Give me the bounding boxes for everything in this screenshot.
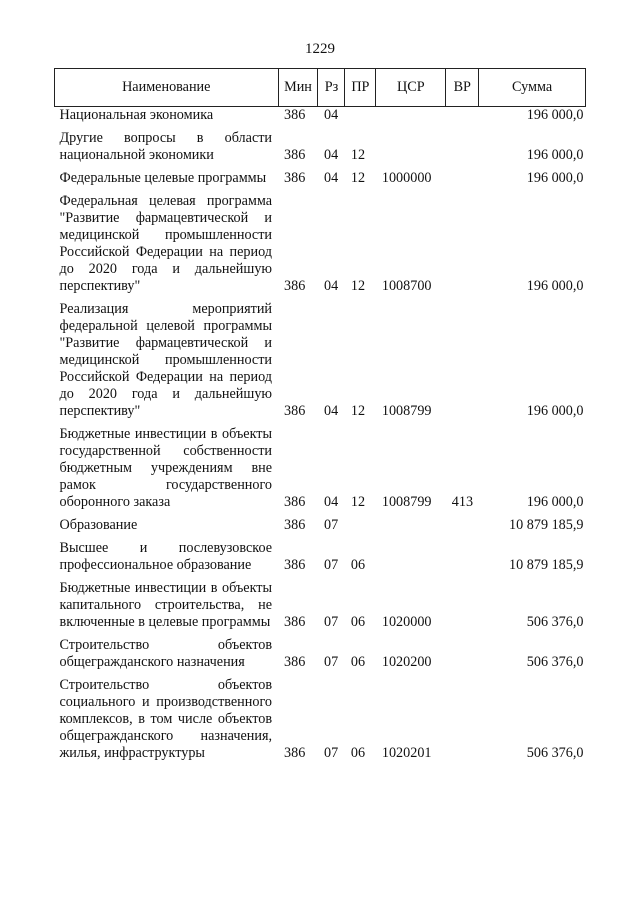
row-pr: [345, 107, 376, 125]
row-pr: 12: [350, 494, 366, 510]
table-row: [55, 534, 586, 574]
row-name: Образование: [59, 517, 138, 533]
row-vr: [446, 574, 479, 631]
row-rz: 07: [323, 614, 339, 630]
row-name: Реализация мероприятий федеральной целевой программы "Развитие фармацевтической и медицинской промышленности Российской Федерации на период до 2020 года и дальнейшую перспективу": [59, 301, 273, 419]
row-rz: 07: [323, 654, 339, 670]
row-csr: 1020201: [381, 745, 432, 761]
row-csr: 1008700: [381, 278, 432, 294]
row-csr: [376, 511, 446, 534]
row-sum: 196 000,0: [526, 107, 584, 123]
row-min: 386: [284, 107, 306, 123]
row-rz: 07: [323, 517, 339, 533]
row-sum: 196 000,0: [526, 278, 584, 294]
row-pr: 12: [350, 278, 366, 294]
row-name: Бюджетные инвестиции в объекты государственной собственности бюджетным учреждениям вне рамок государственного оборонного заказа: [59, 426, 273, 510]
row-min: 386: [284, 614, 306, 630]
row-sum: 10 879 185,9: [509, 557, 584, 573]
table-row: [55, 187, 586, 295]
table-row: [55, 574, 586, 631]
row-vr: [446, 164, 479, 187]
row-vr: [446, 534, 479, 574]
row-vr: [446, 511, 479, 534]
row-min: 386: [284, 147, 306, 163]
row-pr: 12: [350, 170, 366, 186]
row-rz: 04: [323, 278, 339, 294]
row-min: 386: [284, 745, 306, 761]
row-pr: 06: [350, 557, 366, 573]
row-name: Высшее и послевузовское профессиональное образование: [59, 540, 273, 573]
row-csr: 1008799: [381, 494, 432, 510]
row-vr: [446, 124, 479, 164]
column-header-csr: ЦСР: [376, 69, 446, 107]
row-pr: 06: [350, 654, 366, 670]
column-header-vr: ВР: [446, 69, 479, 107]
column-header-rz: Рз: [318, 69, 345, 107]
row-pr: 06: [350, 614, 366, 630]
row-name: Федеральная целевая программа "Развитие фармацевтической и медицинской промышленности Российской Федерации на период до 2020 года и дальнейшую перспективу": [59, 193, 273, 294]
row-csr: 1008799: [381, 403, 432, 419]
row-sum: 506 376,0: [526, 745, 584, 761]
row-min: 386: [284, 170, 306, 186]
row-csr: 1000000: [381, 170, 432, 186]
table-header: [55, 69, 586, 107]
row-vr: [446, 631, 479, 671]
row-name: Федеральные целевые программы: [59, 170, 267, 186]
row-sum: 196 000,0: [526, 170, 584, 186]
row-rz: 04: [323, 403, 339, 419]
budget-table: [54, 68, 586, 762]
row-csr: [376, 534, 446, 574]
table-row: [55, 107, 586, 125]
row-sum: 506 376,0: [526, 614, 584, 630]
row-vr: [446, 671, 479, 762]
row-rz: 04: [323, 170, 339, 186]
row-vr: 413: [451, 494, 474, 510]
row-name: Строительство объектов общегражданского назначения: [59, 637, 273, 670]
row-rz: 07: [323, 557, 339, 573]
table-row: [55, 420, 586, 511]
row-pr: 06: [350, 745, 366, 761]
row-rz: 04: [323, 147, 339, 163]
row-name: Другие вопросы в области национальной экономики: [59, 130, 273, 163]
row-min: 386: [284, 517, 306, 533]
row-min: 386: [284, 557, 306, 573]
column-header-pr: ПР: [345, 69, 376, 107]
row-name: Бюджетные инвестиции в объекты капитального строительства, не включенные в целевые программы: [59, 580, 273, 630]
table-row: [55, 295, 586, 420]
row-csr: [376, 124, 446, 164]
row-name: Строительство объектов социального и производственного комплексов, в том числе объектов общегражданского назначения, жилья, инфраструктуры: [59, 677, 273, 761]
row-rz: 07: [323, 745, 339, 761]
row-csr: 1020000: [381, 614, 432, 630]
row-min: 386: [284, 494, 306, 510]
row-name: Национальная экономика: [59, 107, 214, 123]
row-min: 386: [284, 654, 306, 670]
row-pr: 12: [350, 147, 366, 163]
row-csr: [376, 107, 446, 125]
table-row: [55, 671, 586, 762]
row-csr: 1020200: [381, 654, 432, 670]
row-pr: 12: [350, 403, 366, 419]
table-row: [55, 631, 586, 671]
row-sum: 10 879 185,9: [509, 517, 584, 533]
row-min: 386: [284, 278, 306, 294]
column-header-min: Мин: [278, 69, 318, 107]
row-min: 386: [284, 403, 306, 419]
row-sum: 196 000,0: [526, 147, 584, 163]
page-number: 1229: [305, 41, 335, 57]
table-row: [55, 124, 586, 164]
row-rz: 04: [323, 494, 339, 510]
row-vr: [446, 107, 479, 125]
row-sum: 506 376,0: [526, 654, 584, 670]
column-header-name: Наименование: [55, 69, 279, 107]
row-sum: 196 000,0: [526, 403, 584, 419]
row-sum: 196 000,0: [526, 494, 584, 510]
row-pr: [345, 511, 376, 534]
column-header-sum: Сумма: [479, 69, 586, 107]
table-row: [55, 511, 586, 534]
row-rz: 04: [323, 107, 339, 123]
row-vr: [446, 187, 479, 295]
table-row: [55, 164, 586, 187]
row-vr: [446, 295, 479, 420]
